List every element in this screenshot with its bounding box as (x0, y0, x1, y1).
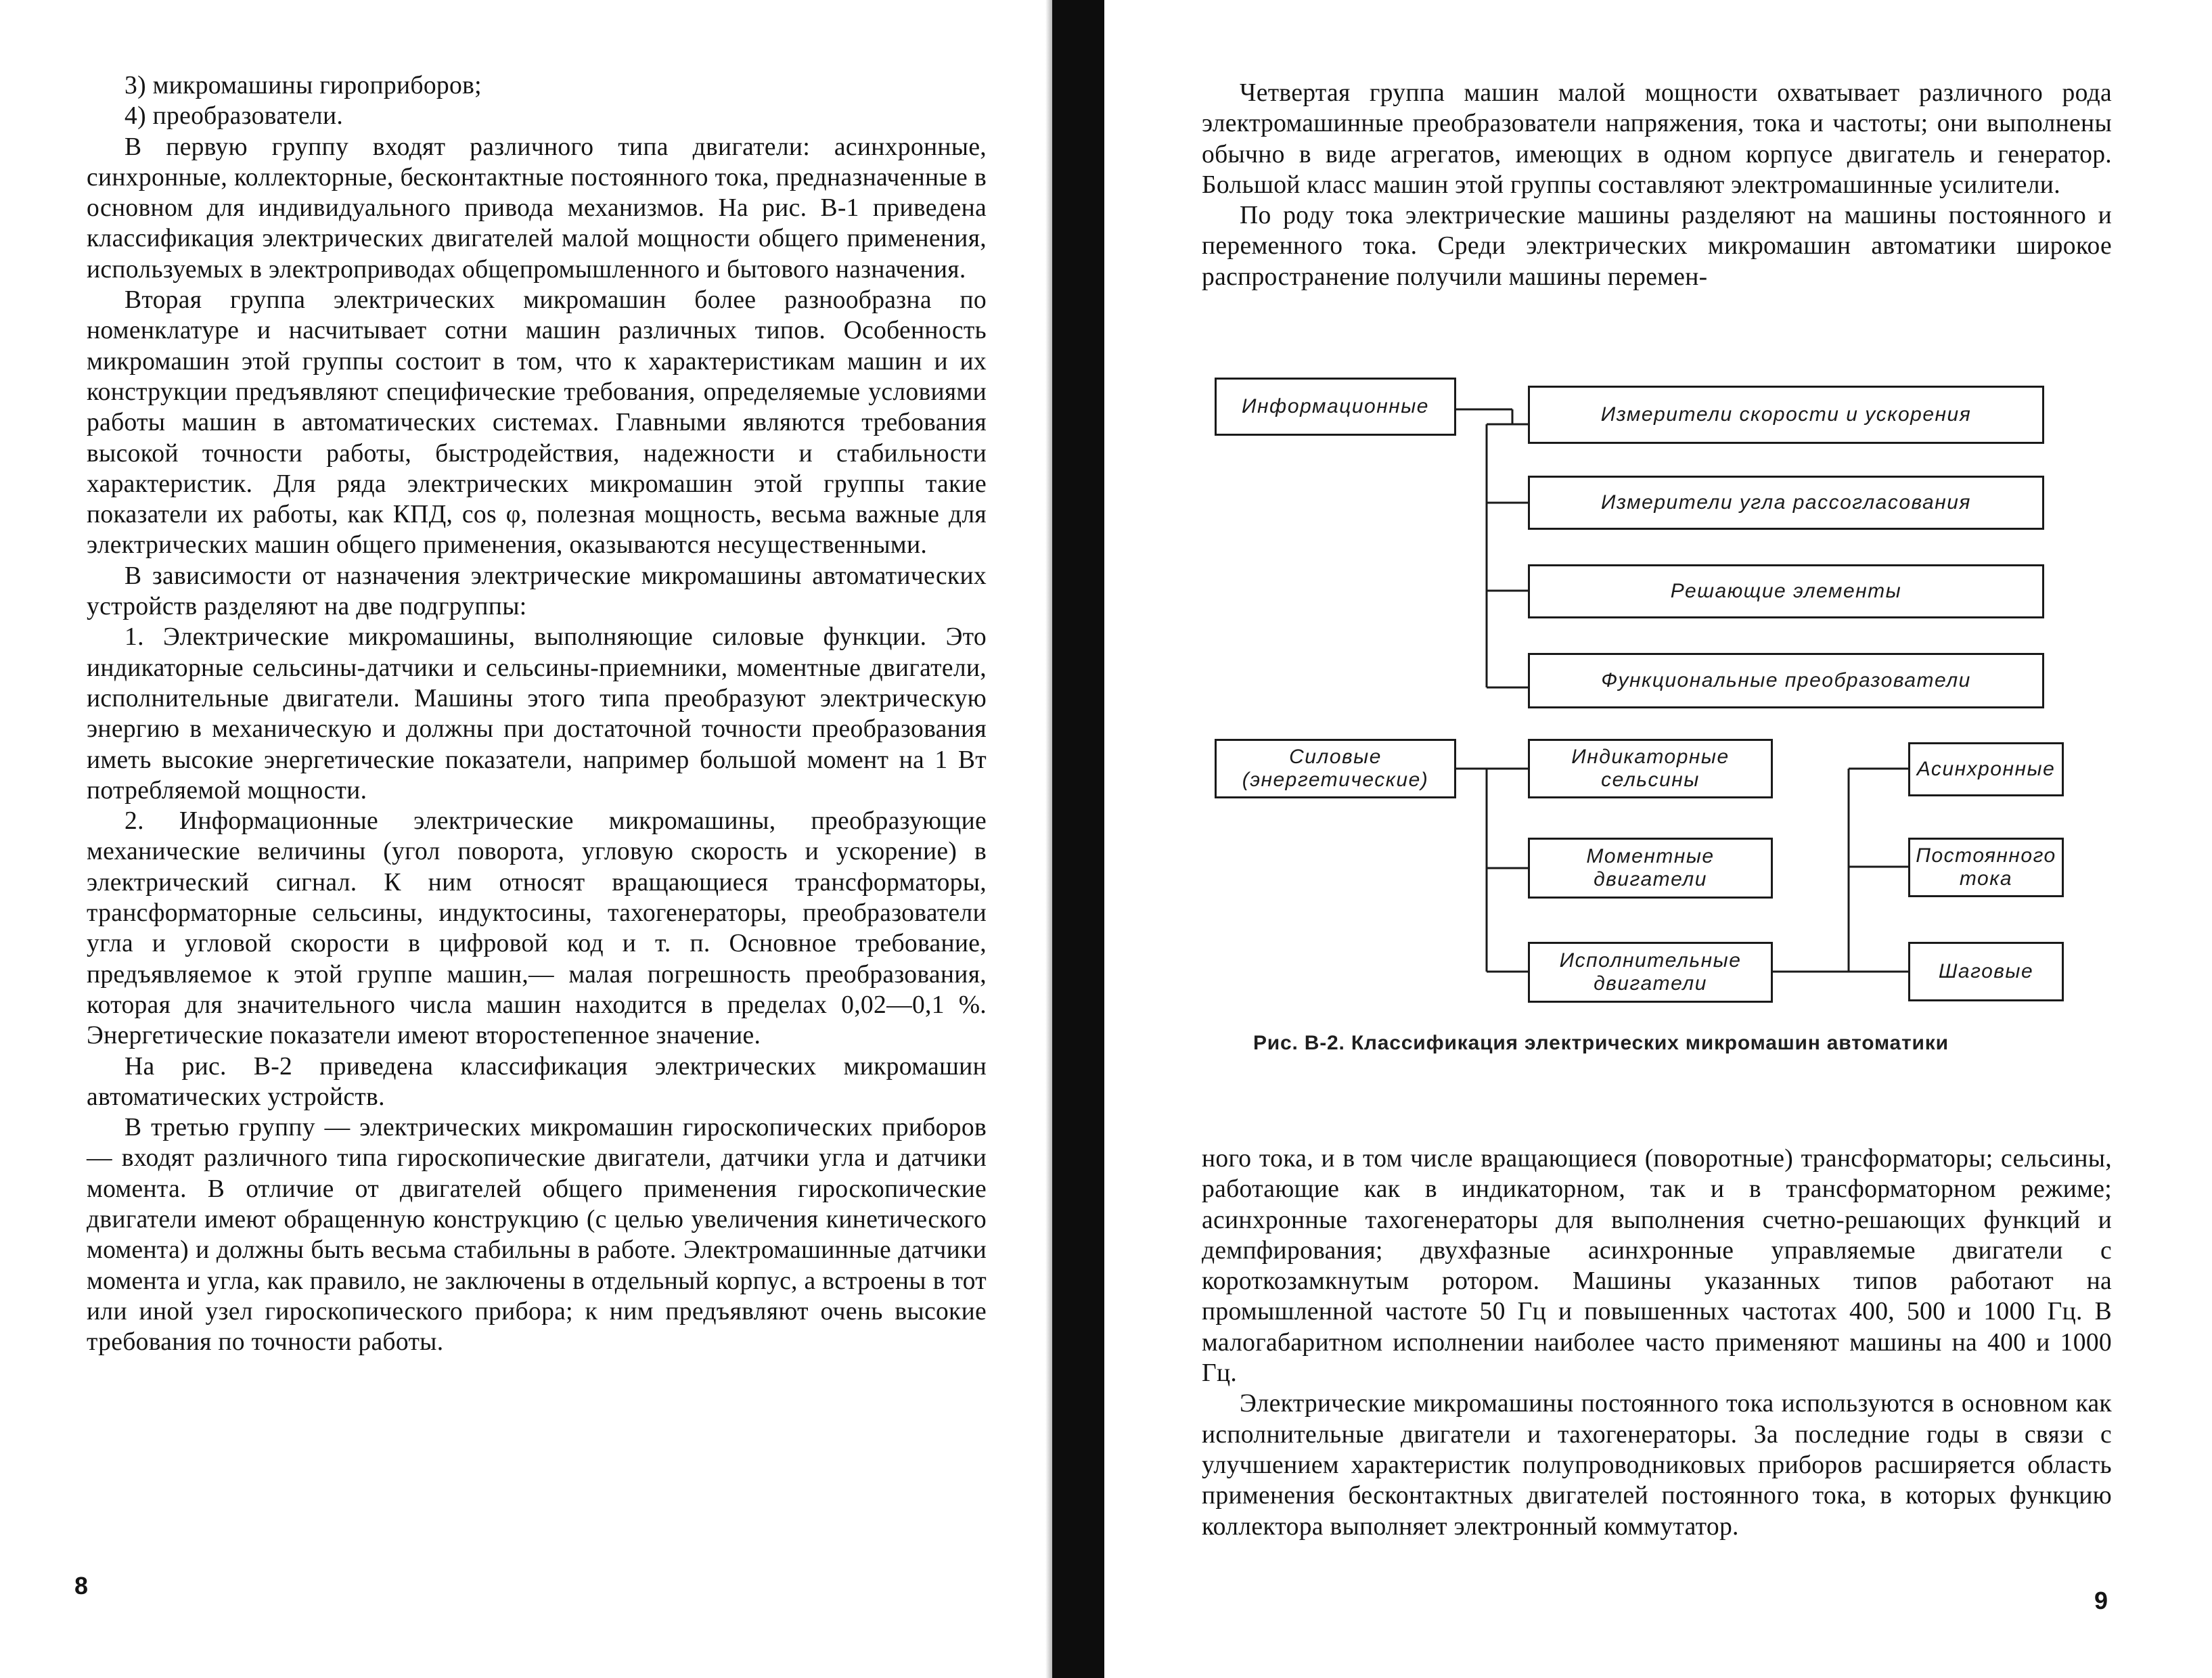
paragraph: 2. Информационные электрические микромашины, преобразующие механические величины (угол поворота, угловую скорость и ускорение) в электрический сигнал. К ним относят вращающиеся трансформаторы, трансформаторные сельсины, индуктосины, тахогенераторы, преобразователи угла и угловой скорости в цифровой код и т. п. Основное требование, предъявляемое к этой группе машин,— малая погрешность преобразования, которая для значительного числа машин находится в пределах 0,02—0,1 %. Энергетические показатели имеют второстепенное значение. (87, 807, 987, 1050)
diagram-box-actuator-type: Шаговые (1908, 942, 2064, 1001)
page-number-left: 8 (74, 1572, 89, 1600)
diagram-box-power-child: Моментные двигатели (1528, 838, 1773, 899)
paragraph: Вторая группа электрических микромашин более разнообразна по номенклатуре и насчитывает сотни машин различных типов. Особенность микромашин этой группы состоит в том, что к характеристикам машин и их конструкции предъявляют специфические требования, определяемые условиями работы машин в автоматических системах. Главными являются требования высокой точности работы, быстродействия, надежности и стабильности характеристик. Для ряда электрических микромашин этой группы такие показатели их работы, как КПД, cos φ, полезная мощность, весьма важные для электрических машин общего применения, оказываются несущественными. (87, 286, 987, 560)
diagram-box-info-child: Функциональные преобразователи (1528, 653, 2044, 708)
paragraph: В первую группу входят различного типа двигатели: асинхронные, синхронные, коллекторные, бесконтактные постоянного тока, предназначенные в основном для индивидуального привода механизмов. На рис. В-1 приведена классификация электрических двигателей малой мощности общего применения, используемых в электроприводах общепромышленного и бытового назначения. (87, 133, 987, 284)
diagram-box-actuator-type: Постоянного тока (1908, 838, 2064, 897)
left-page-text (87, 70, 987, 1357)
diagram-box-power-root: Силовые (энергетические) (1215, 739, 1456, 798)
paragraph: 1. Электрические микромашины, выполняющие силовые функции. Это индикаторные сельсины-датчики и сельсины-приемники, моментные двигатели, исполнительные двигатели. Машины этого типа преобразуют электрическую энергию в механическую и должны при достаточной точности преобразования иметь высокие энергетические показатели, например большой момент на 1 Вт потребляемой мощности. (87, 623, 987, 804)
paragraph: Четвертая группа машин малой мощности охватывает различного рода электромашинные преобразователи напряжения, тока и частоты; они выполнены обычно в виде агрегатов, имеющих в одном корпусе двигатель и генератор. Большой класс машин этой группы составляют электромашинные усилители. (1202, 79, 2112, 199)
right-page-text-bottom (1202, 1143, 2112, 1542)
list-item: 3) микромашины гироприборов; (125, 72, 482, 99)
right-page (1104, 0, 2212, 1678)
diagram-box-actuator-type: Асинхронные (1908, 742, 2064, 796)
diagram-box-power-child: Индикаторные сельсины (1528, 739, 1773, 798)
list-item: 4) преобразователи. (125, 102, 344, 131)
paragraph: Электрические микромашины постоянного тока используются в основном как исполнительные двигатели и тахогенераторы. За последние годы в связи с улучшением характеристик полупроводниковых приборов расширяется область применения бесконтактных двигателей постоянного тока, в которых функцию коллектора выполняет электронный коммутатор. (1202, 1390, 2112, 1541)
diagram-box-power-child: Исполнительные двигатели (1528, 942, 1773, 1003)
paragraph: ного тока, и в том числе вращающиеся (поворотные) трансформаторы; сельсины, работающие как в индикаторном, так и в трансформаторном режиме; асинхронные тахогенераторы для выполнения счетно-решающих функций и демпфирования; двухфазные асинхронные управляемые двигатели с короткозамкнутым ротором. Машины указанных типов работают на промышленной частоте 50 Гц и повышенных частотах 400, 500 и 1000 Гц. В малогабаритном исполнении наиболее часто применяют машины на 400 и 1000 Гц. (1202, 1145, 2112, 1388)
figure-caption: Рис. В-2. Классификация электрических микромашин автоматики (1253, 1032, 1949, 1054)
right-page-text-top (1202, 78, 2112, 292)
page-number-right: 9 (2094, 1587, 2108, 1614)
paragraph: В третью группу — электрических микромашин гироскопических приборов — входят различного типа гироскопические двигатели, датчики угла и датчики момента. В отличие от двигателей общего применения гироскопические двигатели имеют обращенную конструкцию (с целью увеличения кинетического момента) и должны быть весьма стабильны в работе. Электромашинные датчики момента и угла, как правило, не заключены в отдельный корпус, а встроены в тот или иной узел гироскопического прибора; к ним предъявляют очень высокие требования по точности работы. (87, 1114, 987, 1357)
left-page (0, 0, 1052, 1678)
diagram-box-info-child: Измерители скорости и ускорения (1528, 386, 2044, 444)
paragraph: На рис. В-2 приведена классификация электрических микромашин автоматических устройств. (87, 1052, 987, 1111)
paragraph: По роду тока электрические машины разделяют на машины постоянного и переменного тока. Среди электрических микромашин автоматики широкое распространение получили машины перемен- (1202, 202, 2112, 291)
diagram-box-info-child: Измерители угла рассогласования (1528, 476, 2044, 530)
paragraph: В зависимости от назначения электрические микромашины автоматических устройств разделяют на две подгруппы: (87, 562, 987, 621)
classification-diagram (1211, 376, 2067, 1007)
book-gutter (1052, 0, 1104, 1678)
diagram-box-info-root: Информационные (1215, 378, 1456, 436)
diagram-box-info-child: Решающие элементы (1528, 564, 2044, 618)
